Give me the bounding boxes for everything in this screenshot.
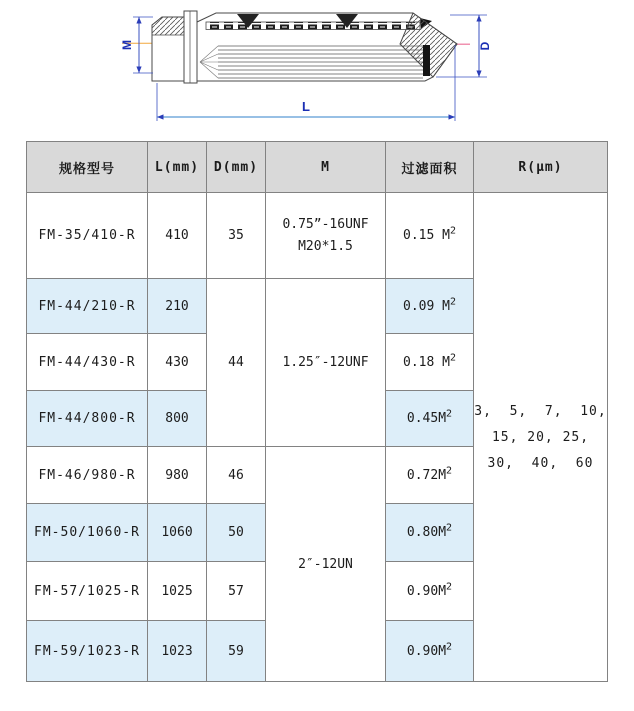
area-value: 0.80M: [406, 525, 447, 540]
thread-nut-hatch: [152, 17, 184, 35]
cell-diameter-merged: 44: [207, 279, 266, 447]
dimension-m: [120, 17, 153, 73]
micron-line-2: 15, 20, 25,: [491, 429, 590, 445]
cell-filter-area: [386, 621, 474, 682]
cell-model: FM-57/1025-R: [27, 562, 148, 621]
table-row: [27, 193, 608, 279]
filter-element-drawing: [0, 0, 634, 138]
cell-filter-area: [386, 391, 474, 447]
thread-line-1: 0.75”-16UNF: [282, 217, 369, 232]
dim-label-l: L: [302, 99, 310, 114]
micron-line-1: 3, 5, 7, 10,: [474, 403, 607, 419]
area-exponent: 2: [446, 641, 453, 653]
cell-filter-area: [386, 193, 474, 279]
cell-filter-area: [386, 279, 474, 334]
area-value: 0.09 M: [403, 298, 450, 314]
cell-length: 410: [148, 193, 207, 279]
header-filter-area: 过滤面积: [386, 142, 474, 193]
cell-model: FM-44/430-R: [27, 334, 148, 391]
cell-thread-merged: 2″-12UN: [266, 447, 386, 682]
cell-model: FM-46/980-R: [27, 447, 148, 504]
cell-model: FM-35/410-R: [27, 193, 148, 279]
cell-length: 1025: [148, 562, 207, 621]
cell-diameter: 59: [207, 621, 266, 682]
cell-filter-area: [386, 447, 474, 504]
spec-table: [26, 141, 608, 682]
cell-model: FM-44/800-R: [27, 391, 148, 447]
cell-filter-area: [386, 562, 474, 621]
area-exponent: 2: [446, 581, 453, 593]
cell-model: FM-59/1023-R: [27, 621, 148, 682]
cell-filter-area: [386, 334, 474, 391]
area-value: 0.45M: [406, 411, 447, 426]
area-value: 0.90M: [406, 643, 447, 659]
header-model: 规格型号: [27, 142, 148, 193]
area-exponent: 2: [449, 296, 456, 308]
cell-length: 1023: [148, 621, 207, 682]
perforated-band: [206, 22, 420, 30]
thread-line-2: M20*1.5: [298, 239, 353, 254]
header-diameter: D(mm): [207, 142, 266, 193]
area-exponent: 2: [449, 352, 456, 364]
header-thread: M: [266, 142, 386, 193]
area-exponent: 2: [446, 522, 453, 534]
cell-length: 980: [148, 447, 207, 504]
area-exponent: 2: [446, 465, 453, 477]
flange-ring: [184, 11, 197, 83]
end-seal-bar: [423, 45, 430, 76]
cell-thread: [266, 193, 386, 279]
cell-length: 800: [148, 391, 207, 447]
cell-diameter: 46: [207, 447, 266, 504]
cell-micron-ratings: [474, 193, 608, 682]
dim-label-m: M: [120, 40, 134, 50]
cell-diameter: 57: [207, 562, 266, 621]
cell-length: 1060: [148, 504, 207, 562]
micron-line-3: 30, 40, 60: [487, 455, 594, 471]
cell-model: FM-44/210-R: [27, 279, 148, 334]
dim-label-d: D: [478, 41, 492, 51]
area-value: 0.15 M: [403, 228, 450, 243]
cell-filter-area: [386, 504, 474, 562]
area-value: 0.18 M: [403, 354, 450, 370]
area-value: 0.72M: [406, 467, 447, 483]
area-exponent: 2: [449, 225, 456, 237]
cell-length: 210: [148, 279, 207, 334]
header-micron-rating: R(μm): [474, 142, 608, 193]
cell-model: FM-50/1060-R: [27, 504, 148, 562]
cell-length: 430: [148, 334, 207, 391]
cell-diameter: 35: [207, 193, 266, 279]
area-exponent: 2: [446, 408, 453, 420]
cell-diameter: 50: [207, 504, 266, 562]
header-length: L(mm): [148, 142, 207, 193]
cell-thread-merged: 1.25″-12UNF: [266, 279, 386, 447]
table-header-row: [27, 142, 608, 193]
area-value: 0.90M: [406, 583, 447, 599]
